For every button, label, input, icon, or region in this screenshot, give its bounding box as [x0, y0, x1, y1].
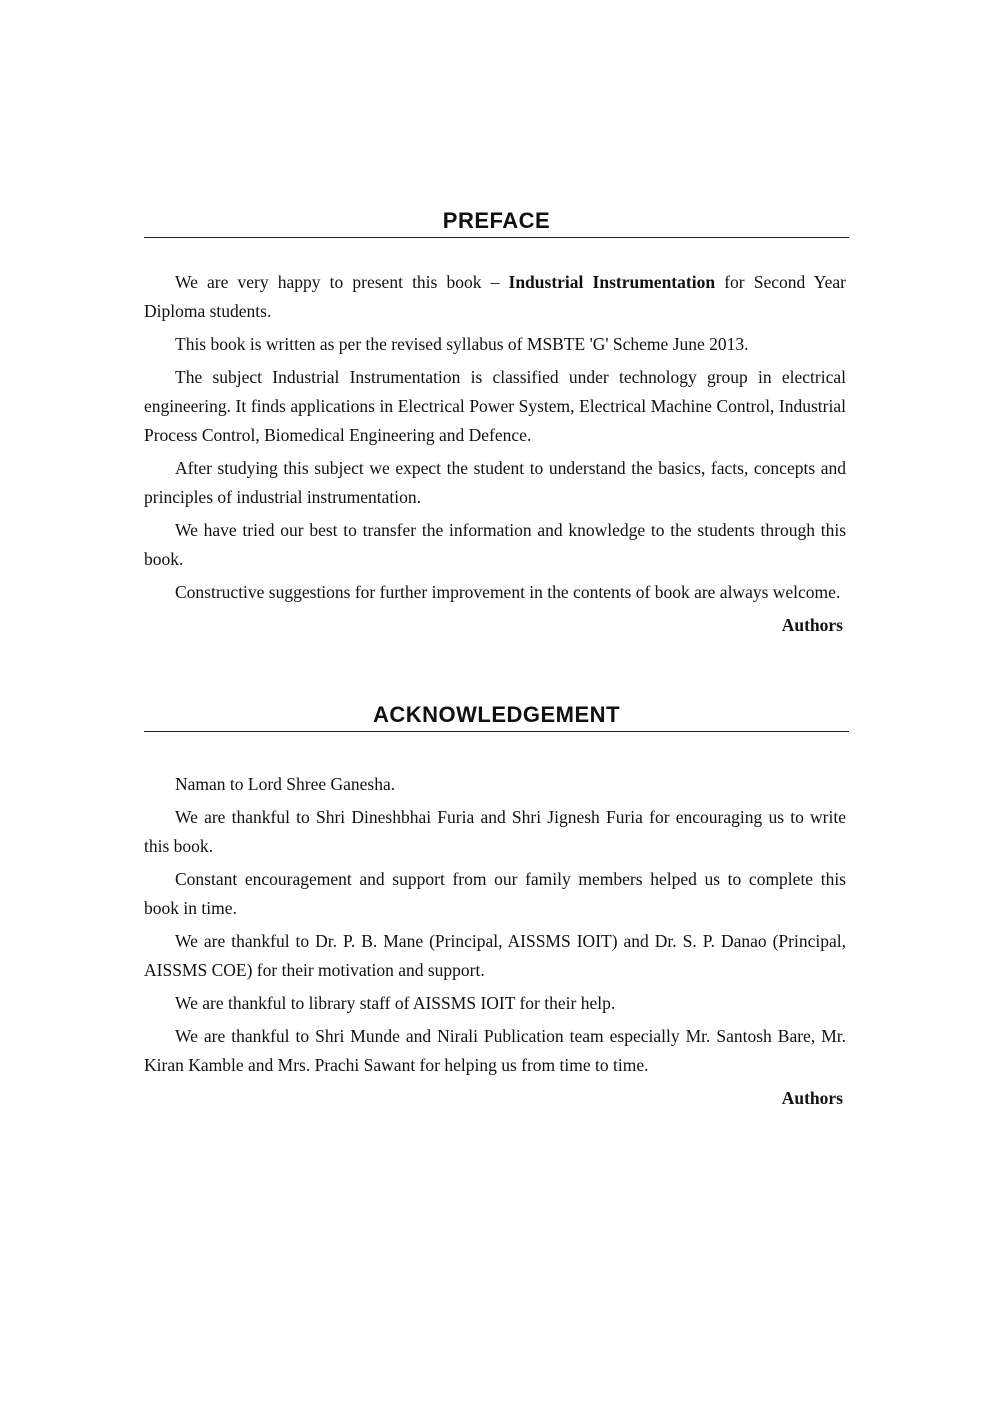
acknowledgement-paragraph-3: Constant encouragement and support from our family members helped us to complete this book in time.: [144, 869, 846, 918]
preface-paragraph-1-start: We are very happy to present this book –: [175, 272, 509, 292]
acknowledgement-paragraph-6: We are thankful to Shri Munde and Nirali Publication team especially Mr. Santosh Bare, Mr. Kiran Kamble and Mrs. Prachi Sawant for helping us from time to time.: [144, 1026, 846, 1075]
preface-paragraph-6: Constructive suggestions for further improvement in the contents of book are always welcome.: [175, 582, 841, 602]
preface-signature: Authors: [781, 615, 843, 635]
preface-paragraph-3: The subject Industrial Instrumentation is classified under technology group in electrical engineering. It finds applications in Electrical Power System, Electrical Machine Control, Industrial Process Control, Biomedical Engineering and Defence.: [144, 367, 846, 445]
acknowledgement-body: [144, 732, 849, 1113]
preface-paragraph-1: [144, 268, 846, 326]
preface-section: [144, 205, 849, 640]
preface-heading: PREFACE: [144, 205, 849, 238]
acknowledgement-section: [144, 699, 849, 1113]
preface-paragraph-2: This book is written as per the revised syllabus of MSBTE 'G' Scheme June 2013.: [175, 334, 749, 354]
acknowledgement-paragraph-2: We are thankful to Shri Dineshbhai Furia and Shri Jignesh Furia for encouraging us to write this book.: [144, 807, 846, 856]
preface-body: [144, 238, 849, 640]
preface-paragraph-1-end: for Second Year Diploma students.: [144, 272, 846, 321]
acknowledgement-paragraph-4: We are thankful to Dr. P. B. Mane (Principal, AISSMS IOIT) and Dr. S. P. Danao (Principal, AISSMS COE) for their motivation and support.: [144, 931, 846, 980]
acknowledgement-paragraph-5: We are thankful to library staff of AISSMS IOIT for their help.: [175, 993, 616, 1013]
preface-paragraph-5: We have tried our best to transfer the information and knowledge to the students through this book.: [144, 520, 846, 569]
acknowledgement-signature: Authors: [781, 1088, 843, 1108]
preface-paragraph-4: After studying this subject we expect the student to understand the basics, facts, concepts and principles of industrial instrumentation.: [144, 458, 846, 507]
book-title: Industrial Instrumentation: [508, 272, 716, 292]
acknowledgement-paragraph-1: Naman to Lord Shree Ganesha.: [175, 774, 396, 794]
acknowledgement-heading: ACKNOWLEDGEMENT: [144, 699, 849, 732]
